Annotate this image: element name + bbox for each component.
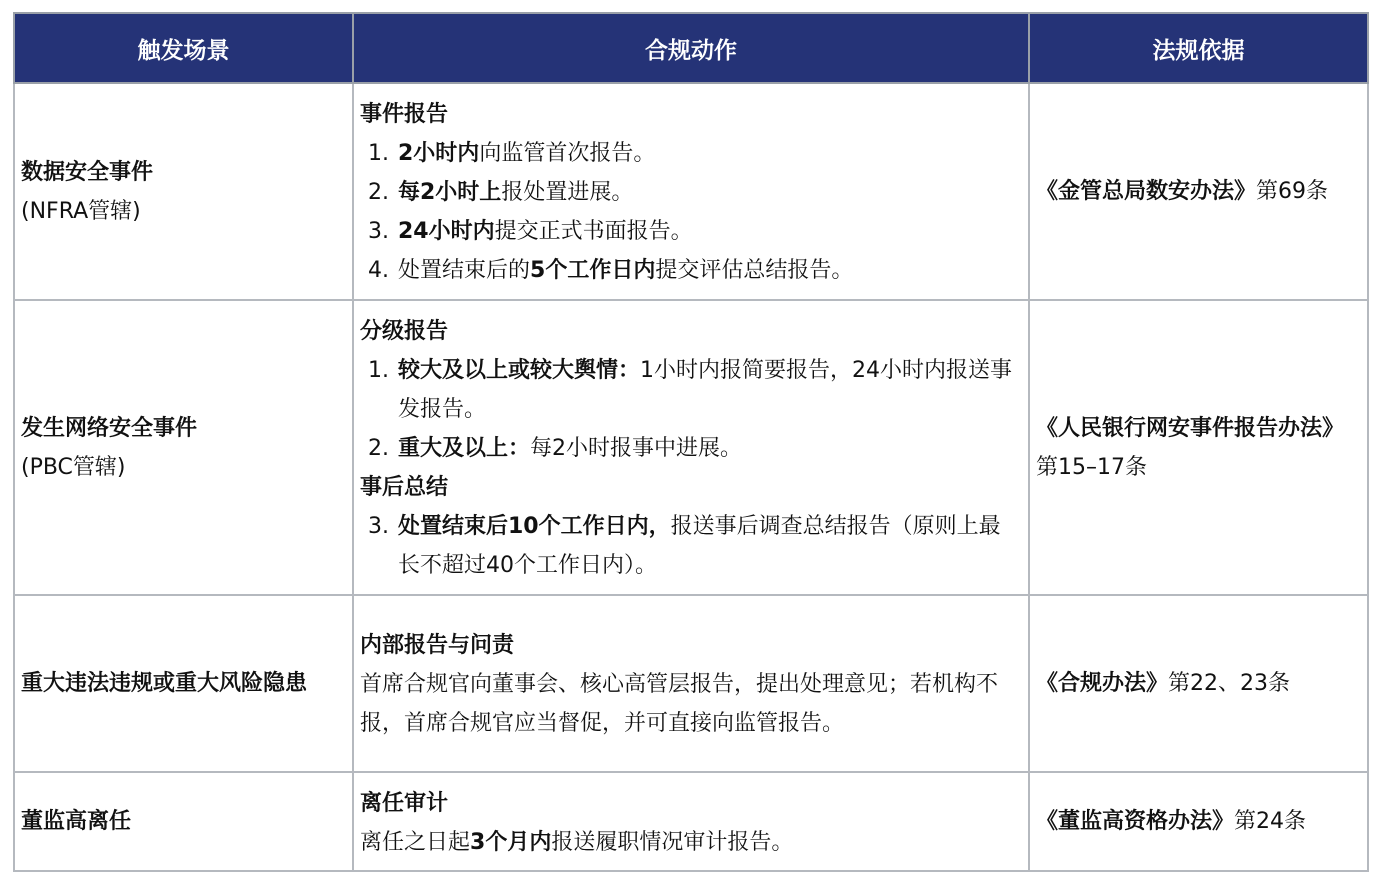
list-item: 1. 较大及以上或较大舆情：1小时内报简要报告，24小时内报送事发报告。 [368, 358, 1013, 422]
scene-subtitle: (NFRA管辖) [21, 198, 141, 224]
list-item: 1. 2小时内向监管首次报告。 [368, 141, 656, 166]
law-name: 《金管总局数安办法》 [1036, 179, 1257, 204]
table-row [14, 83, 1368, 300]
law-article: 第15–17条 [1036, 454, 1147, 480]
action-cell [353, 300, 1029, 595]
list-item: 4. 处置结束后的5个工作日内提交评估总结报告。 [368, 258, 854, 283]
action-heading: 离任审计 [360, 790, 449, 816]
action-heading: 分级报告 [360, 319, 449, 344]
list-item: 3. 处置结束后10个工作日内，报送事后调查总结报告（原则上最长不超过40个工作日内）。 [368, 514, 1001, 578]
table-row [14, 772, 1368, 871]
list-item: 3. 24小时内提交正式书面报告。 [368, 219, 693, 244]
law-cell [1029, 83, 1368, 300]
scene-cell [14, 83, 353, 300]
scene-title: 数据安全事件 [21, 159, 154, 185]
action-heading-2: 事后总结 [360, 475, 449, 500]
action-cell [353, 595, 1029, 772]
action-cell [353, 772, 1029, 871]
scene-title: 发生网络安全事件 [21, 415, 198, 441]
scene-cell [14, 595, 353, 772]
scene-title: 董监高离任 [21, 809, 132, 834]
header-scene: 触发场景 [14, 13, 353, 83]
action-text: 首席合规官向董事会、核心高管层报告，提出处理意见；若机构不报，首席合规官应当督促，并可直接向监管报告。 [360, 672, 999, 736]
scene-cell [14, 300, 353, 595]
action-heading: 事件报告 [360, 102, 449, 127]
scene-title: 重大违法违规或重大风险隐患 [21, 671, 308, 696]
action-heading: 内部报告与问责 [360, 633, 515, 658]
action-list [360, 134, 1022, 290]
action-list [360, 351, 1022, 468]
action-text: 离任之日起3个月内报送履职情况审计报告。 [360, 829, 794, 855]
law-article: 第69条 [1256, 179, 1329, 204]
law-name: 《董监高资格办法》 [1036, 809, 1235, 834]
list-item: 2. 重大及以上：每2小时报事中进展。 [368, 436, 743, 461]
law-article: 第24条 [1234, 809, 1307, 834]
law-name: 《合规办法》 [1036, 671, 1169, 696]
scene-subtitle: (PBC管辖) [21, 454, 126, 480]
law-article: 第22、23条 [1168, 671, 1291, 696]
action-list-2 [360, 507, 1022, 585]
law-cell [1029, 772, 1368, 871]
law-cell [1029, 595, 1368, 772]
law-cell [1029, 300, 1368, 595]
scene-cell [14, 772, 353, 871]
header-law: 法规依据 [1029, 13, 1368, 83]
table-row [14, 300, 1368, 595]
header-row [14, 13, 1368, 83]
law-name: 《人民银行网安事件报告办法》 [1036, 415, 1345, 441]
list-item: 2. 每2小时上报处置进展。 [368, 180, 634, 205]
action-cell [353, 83, 1029, 300]
compliance-table [13, 12, 1369, 872]
table-row [14, 595, 1368, 772]
header-action: 合规动作 [353, 13, 1029, 83]
